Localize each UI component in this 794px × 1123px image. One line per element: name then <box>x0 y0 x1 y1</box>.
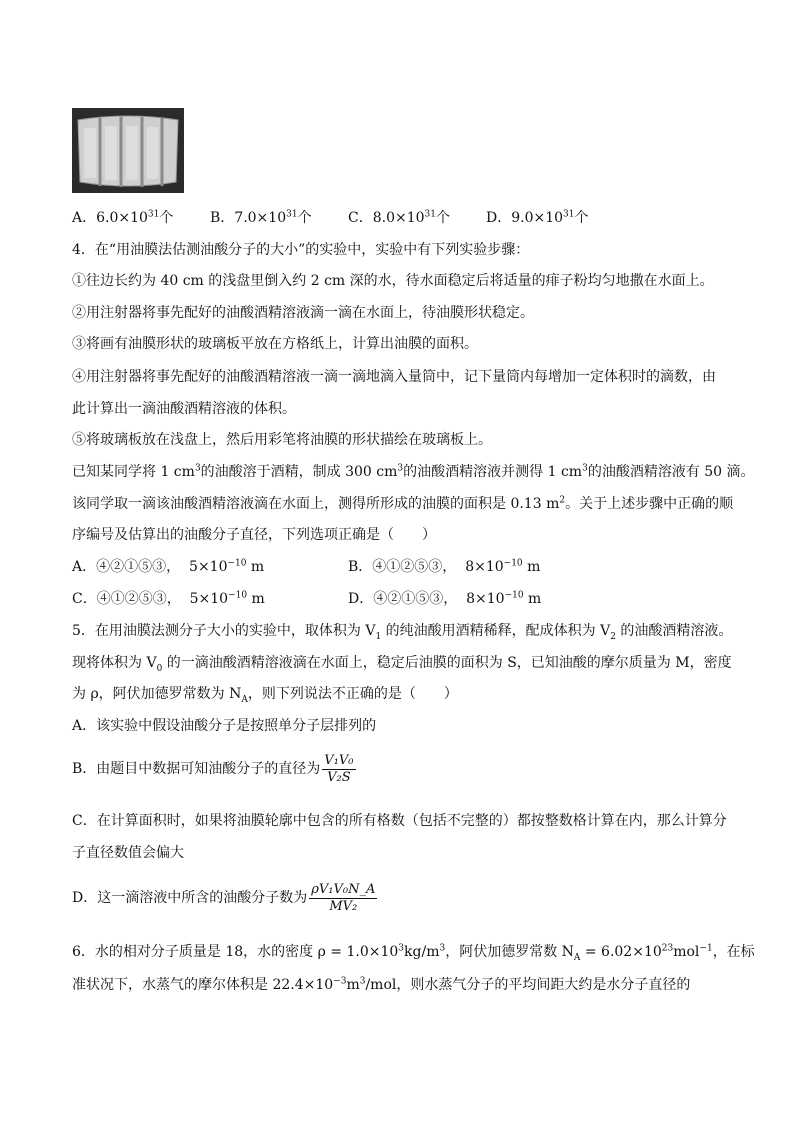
q5-option-c-line-1[interactable]: C．在计算面积时，如果将油膜轮廓中包含的所有格数（包括不完整的）都按整数格计算在内，那么计算分 <box>72 813 727 829</box>
q4-known-line-2: 该同学取一滴该油酸酒精溶液滴在水面上，测得所形成的油膜的面积是 0.13 $m^2$。关于上述步骤中正确的顺 <box>72 495 734 512</box>
q5-option-d-fraction: $\frac{\text{ρV₁V₀N\_A}}{\text{MV₂}}$ <box>311 881 376 914</box>
q6-stem-line-1: 6．水的相对分子质量是 18，水的密度 $\rho = 1.0\times 10^3kg/m^3$，阿伏加德罗常数 $N_A = 6.02\times 10^{23}mol^{-1}$，在标 <box>72 943 755 963</box>
q4-step-4a: ④用注射器将事先配好的油酸酒精溶液一滴一滴地滴入量筒中，记下量筒内每增加一定体积时的滴数，由 <box>72 369 716 385</box>
q5-option-d[interactable]: D．这一滴溶液中所含的油酸分子数为 $\frac{\text{ρV₁V₀N\_A}}{\text{MV₂}}$ <box>72 881 376 914</box>
q5-option-c-line-2: 子直径数值会偏大 <box>72 845 184 861</box>
question-figure <box>72 108 184 193</box>
q5-stem-line-2: 现将体积为 $V_0$ 的一滴油酸酒精溶液滴在水面上，稳定后油膜的面积为 S，已知油酸的摩尔质量为 M，密度 <box>72 655 732 674</box>
q5-stem-line-1: 5．在用油膜法测分子大小的实验中，取体积为 $V_1$ 的纯油酸用酒精稀释，配成体积为 $V_2$ 的油酸酒精溶液。 <box>72 623 733 642</box>
q4-option-b[interactable]: B．④①②⑤③， $8\times 10^{-10}$ m <box>348 558 541 575</box>
q5-option-b-fraction: $\frac{\text{V₁V₀}}{\text{V₂S}}$ <box>324 752 354 785</box>
q4-option-d[interactable]: D．④②①⑤③， $8\times 10^{-10}$ m <box>348 590 542 607</box>
q4-step-5: ⑤将玻璃板放在浅盘上，然后用彩笔将油膜的形状描绘在玻璃板上。 <box>72 432 492 448</box>
packaging-image <box>72 108 184 193</box>
q5-option-a[interactable]: A．该实验中假设油酸分子是按照单分子层排列的 <box>72 718 377 734</box>
q4-known-line-3: 序编号及估算出的油酸分子直径，下列选项正确是（ ） <box>72 527 436 543</box>
q4-step-3: ③将画有油膜形状的玻璃板平放在方格纸上，计算出油膜的面积。 <box>72 336 478 352</box>
q5-option-b[interactable]: B．由题目中数据可知油酸分子的直径为 $\frac{\text{V₁V₀}}{\text{V₂S}}$ <box>72 752 354 785</box>
q4-option-c[interactable]: C．④①②⑤③， $5\times 10^{-10}$ m <box>72 590 265 607</box>
q5-stem-line-3: 为 ρ，阿伏加德罗常数为 $N_A$，则下列说法不正确的是（ ） <box>72 686 458 705</box>
q3-option-a[interactable]: A．$6.0\times 10^{31}$个 <box>72 209 174 226</box>
q4-option-a[interactable]: A．④②①⑤③， $5\times 10^{-10}$ m <box>72 558 265 575</box>
q6-stem-line-2: 准状况下，水蒸气的摩尔体积是 $22.4\times 10^{-3}m^3$/mol，则水蒸气分子的平均间距大约是水分子直径的 <box>72 976 691 993</box>
q4-known-line-1: 已知某同学将 1 $cm^3$的油酸溶于酒精，制成 300 $cm^3$的油酸酒精溶液并测得 1 $cm^3$的油酸酒精溶液有 50 滴。 <box>72 463 755 480</box>
q4-step-1: ①往边长约为 40 cm 的浅盘里倒入约 2 cm 深的水，待水面稳定后将适量的痱子粉均匀地撒在水面上。 <box>72 273 714 289</box>
q4-step-2: ②用注射器将事先配好的油酸酒精溶液滴一滴在水面上，待油膜形状稳定。 <box>72 305 534 321</box>
q4-step-4b: 此计算出一滴油酸酒精溶液的体积。 <box>72 401 296 417</box>
q3-option-b[interactable]: B．$7.0\times 10^{31}$个 <box>210 209 312 226</box>
q4-stem: 4．在“用油膜法估测油酸分子的大小”的实验中，实验中有下列实验步骤： <box>72 242 530 258</box>
q3-option-c[interactable]: C．$8.0\times 10^{31}$个 <box>348 209 450 226</box>
q3-option-d[interactable]: D．$9.0\times 10^{31}$个 <box>486 209 589 226</box>
